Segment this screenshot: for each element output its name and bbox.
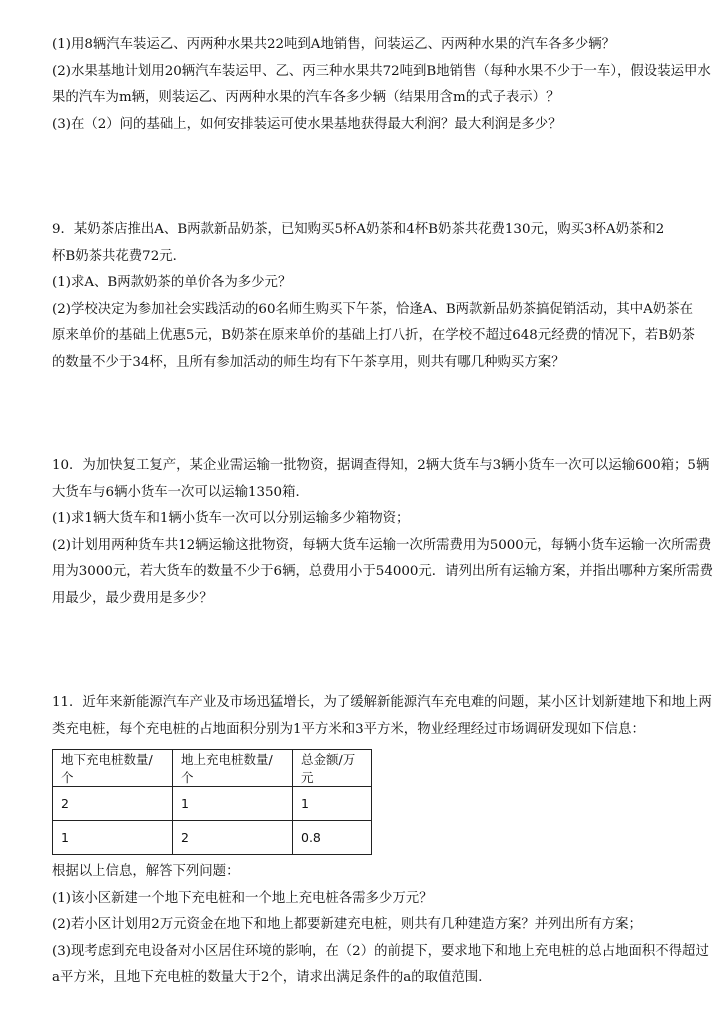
table-cell: 1 — [173, 787, 293, 821]
q10-stem-line-2: 大货车与6辆小货车一次可以运输1350箱． — [52, 484, 309, 500]
q9-stem-line-2: 杯B奶茶共花费72元． — [52, 248, 187, 264]
table-row — [53, 821, 372, 855]
q8-part-2-line-1: (2)水果基地计划用20辆汽车装运甲、乙、丙三种水果共72吨到B地销售（每种水果不少于一车），假设装运甲水 — [52, 63, 711, 79]
q9-part-1: (1)求A、B两款奶茶的单价各为多少元？ — [52, 275, 292, 290]
table-cell: 1 — [293, 787, 372, 821]
table-row — [53, 787, 372, 821]
q8-part-3: (3)在（2）问的基础上，如何安排装运可使水果基地获得最大利润？最大利润是多少？ — [52, 116, 562, 132]
q9-part-2-line-2: 原来单价的基础上优惠5元，B奶茶在原来单价的基础上打八折，在学校不超过648元经费的情况下，若B奶茶 — [52, 328, 695, 343]
table-cell: 0.8 — [293, 821, 372, 855]
question-9 — [52, 217, 695, 376]
table-header-cell: 总金额/万元 — [293, 750, 372, 787]
q11-part-1: (1)该小区新建一个地下充电桩和一个地上充电桩各需多少万元？ — [52, 890, 433, 906]
q10-part-2-line-2: 用为3000元，若大货车的数量不少于6辆，总费用小于54000元．请列出所有运输方案，并指出哪种方案所需费 — [52, 564, 713, 579]
q11-part-3-line-1: (3)现考虑到充电设备对小区居住环境的影响，在（2）的前提下，要求地下和地上充电桩的总占地面积不得超过 — [52, 943, 709, 959]
table-header-cell: 地下充电桩数量/个 — [53, 750, 173, 787]
charging-pile-table — [52, 749, 372, 855]
q10-part-2-line-3: 用最少，最少费用是多少？ — [52, 590, 213, 606]
q11-part-3-line-2: a平方米，且地下充电桩的数量大于2个，请求出满足条件的a的取值范围． — [52, 970, 492, 985]
q9-part-2-line-1: (2)学校决定为参加社会实践活动的60名师生购买下午茶，恰逢A、B两款新品奶茶搞促销活动，其中A奶茶在 — [52, 301, 693, 317]
table-header-row — [53, 750, 372, 787]
q11-stem-line-1: 11．近年来新能源汽车产业及市场迅猛增长，为了缓解新能源汽车充电难的问题，某小区计划新建地下和地上两 — [52, 695, 712, 710]
question-11 — [52, 690, 712, 992]
question-8-parts — [52, 32, 711, 138]
question-10 — [52, 453, 713, 612]
q11-part-2: (2)若小区计划用2万元资金在地下和地上都要新建充电桩，则共有几种建造方案？并列出所有方案； — [52, 917, 642, 932]
q8-part-1: (1)用8辆汽车装运乙、丙两种水果共22吨到A地销售，问装运乙、丙两种水果的汽车各多少辆？ — [52, 37, 616, 52]
q10-stem-line-1: 10．为加快复工复产，某企业需运输一批物资，据调查得知，2辆大货车与3辆小货车一次可以运输600箱；5辆 — [52, 458, 710, 473]
q9-part-2-line-3: 的数量不少于34杯，且所有参加活动的师生均有下午茶享用，则共有哪几种购买方案？ — [52, 354, 565, 370]
table-cell: 1 — [53, 821, 173, 855]
q9-stem-line-1: 9．某奶茶店推出A、B两款新品奶茶，已知购买5杯A奶茶和4杯B奶茶共花费130元，购买3杯A奶茶和2 — [52, 222, 665, 237]
q10-part-2-line-1: (2)计划用两种货车共12辆运输这批物资，每辆大货车运输一次所需费用为5000元，每辆小货车运输一次所需费 — [52, 537, 712, 553]
table-cell: 2 — [53, 787, 173, 821]
q11-stem-line-2: 类充电桩，每个充电桩的占地面积分别为1平方米和3平方米，物业经理经过市场调研发现如下信息： — [52, 721, 645, 737]
q10-part-1: (1)求1辆大货车和1辆小货车一次可以分别运输多少箱物资； — [52, 511, 410, 526]
table-cell: 2 — [173, 821, 293, 855]
table-header-cell: 地上充电桩数量/个 — [173, 750, 293, 787]
q11-after-table-text: 根据以上信息，解答下列问题： — [52, 864, 240, 879]
q8-part-2-line-2: 果的汽车为m辆，则装运乙、丙两种水果的汽车各多少辆（结果用含m的式子表示）？ — [52, 90, 560, 105]
